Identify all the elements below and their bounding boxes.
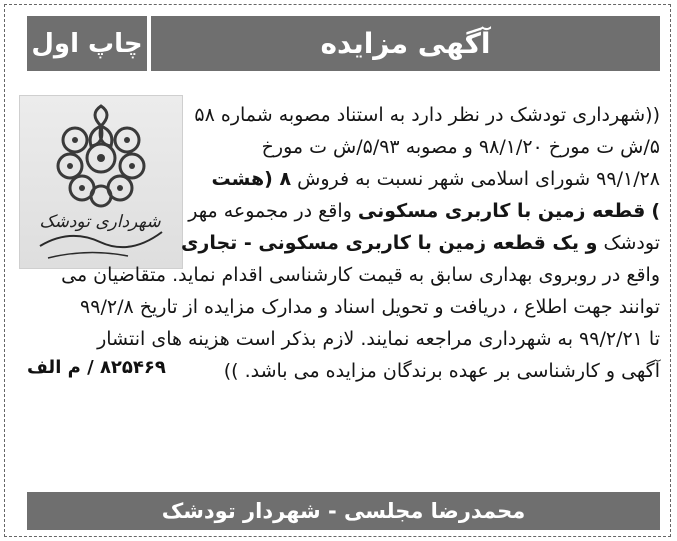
ad-line-6: واقع در روبروی بهداری سابق به قیمت کارشناسی اقدام نماید. متقاضیان می [61,264,660,286]
ad-line-4-bold: قطعه زمین با کاربری مسکونی [357,200,646,222]
ad-line-4-text: واقع در مجموعه مهر [188,200,352,222]
ad-line-7: توانند جهت اطلاع ، دریافت و تحویل اسناد و مدارک مزایده از تاریخ ۹۹/۲/۸ [80,296,660,318]
ad-line-2: ۵/ش ت مورخ ۹۸/۱/۲۰ و مصوبه ۵/۹۳/ش ت مورخ [261,136,660,158]
logo-caption: شهرداری تودشک [39,212,161,232]
knot-emblem-icon [20,96,182,268]
edition-badge: چاپ اول [27,16,147,71]
ad-reference-code: ۸۲۵۴۶۹ / م الف [27,357,166,378]
ad-line-5 [181,231,660,255]
signature-bar: محمدرضا مجلسی - شهردار تودشک [27,492,660,530]
ad-line-5-text: تودشک [603,232,660,254]
ad-header [27,16,660,71]
ad-line-3-text: ۹۹/۱/۲۸ شورای اسلامی شهر نسبت به فروش [297,168,660,190]
ad-line-3-count: ۸ (هشت [211,168,292,190]
ad-title: آگهی مزایده [151,16,660,71]
ad-line-8: تا ۹۹/۲/۲۱ به شهرداری مراجعه نمایند. لازم بذکر است هزینه های انتشار [97,328,660,350]
ad-line-5-bold: و یک قطعه زمین با کاربری مسکونی - تجاری [181,232,598,254]
ad-line-3 [212,167,660,191]
tudeshk-municipality-logo [19,95,183,269]
ad-line-4-close: ) [651,200,660,222]
ad-line-4 [188,199,660,223]
ad-line-1: ((شهرداری تودشک در نظر دارد به استناد مصوبه شماره ۵۸ [194,104,660,126]
ad-line-9: آگهی و کارشناسی بر عهده برندگان مزایده می باشد. )) [223,360,660,382]
